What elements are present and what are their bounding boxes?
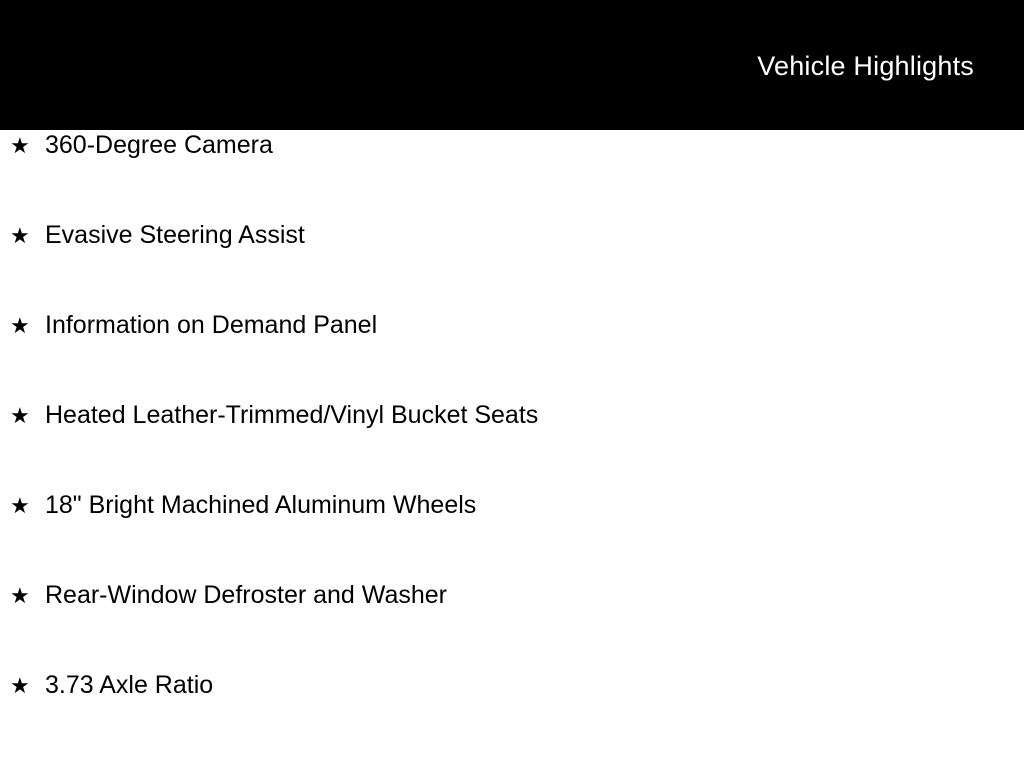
- star-icon: ★: [10, 583, 30, 608]
- list-item: [0, 400, 1024, 490]
- star-icon: ★: [10, 313, 30, 338]
- page-title: Vehicle Highlights: [757, 51, 974, 81]
- list-item-label: Evasive Steering Assist: [45, 221, 305, 249]
- vehicle-highlights-list: [0, 130, 1024, 760]
- list-item: [0, 310, 1024, 400]
- list-item-label: Heated Leather-Trimmed/Vinyl Bucket Seats: [45, 401, 539, 429]
- list-item-label: Information on Demand Panel: [45, 311, 378, 339]
- header-bar: [0, 0, 1024, 130]
- star-icon: ★: [10, 493, 30, 518]
- list-item: [0, 670, 1024, 760]
- list-item: [0, 130, 1024, 220]
- star-icon: ★: [10, 403, 30, 428]
- star-icon: ★: [10, 673, 30, 698]
- list-item: [0, 490, 1024, 580]
- list-item-label: 18" Bright Machined Aluminum Wheels: [45, 491, 477, 519]
- list-item: [0, 220, 1024, 310]
- list-item-label: 360-Degree Camera: [45, 131, 273, 159]
- list-item: [0, 580, 1024, 670]
- list-item-label: Rear-Window Defroster and Washer: [45, 581, 447, 609]
- list-item-label: 3.73 Axle Ratio: [45, 671, 214, 699]
- star-icon: ★: [10, 133, 30, 158]
- star-icon: ★: [10, 223, 30, 248]
